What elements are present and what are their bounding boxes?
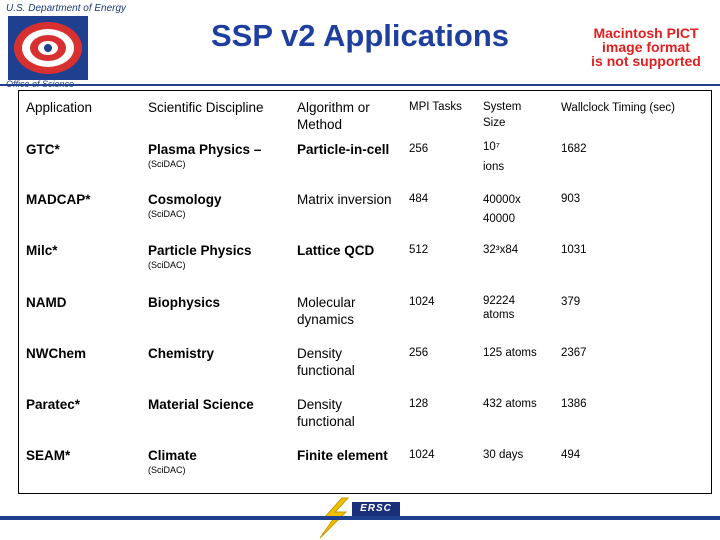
mpi-tasks: 256: [409, 347, 429, 359]
method: Density functional: [297, 346, 355, 378]
discipline: Cosmology: [148, 192, 222, 207]
discipline: Chemistry: [148, 346, 215, 361]
app-name: NAMD: [26, 295, 67, 310]
method: Density functional: [297, 397, 355, 429]
pict-placeholder: [580, 26, 712, 68]
app-name: GTC*: [26, 142, 60, 157]
mpi-tasks: 484: [409, 193, 429, 205]
scidac-note: (SciDAC): [148, 209, 186, 219]
nersc-logo-text: ERSC: [352, 502, 400, 516]
discipline: Biophysics: [148, 295, 221, 310]
header-application: Application: [26, 100, 93, 115]
method: Matrix inversion: [297, 192, 392, 207]
scidac-note: (SciDAC): [148, 260, 186, 270]
header-mpi: MPI Tasks: [409, 101, 462, 113]
wallclock: 1682: [561, 143, 587, 155]
wallclock: 1386: [561, 398, 587, 410]
header-rule: [0, 84, 720, 86]
app-name: MADCAP*: [26, 192, 91, 207]
system-size: 125 atoms: [483, 347, 537, 359]
footer-rule: [0, 516, 720, 520]
method: Particle-in-cell: [297, 142, 390, 157]
method: Lattice QCD: [297, 243, 375, 258]
scidac-note: (SciDAC): [148, 465, 186, 475]
method: Finite element: [297, 448, 388, 463]
system-size: 10⁷ ions: [483, 141, 505, 173]
app-name: SEAM*: [26, 448, 71, 463]
app-name: NWChem: [26, 346, 86, 361]
app-name: Paratec*: [26, 397, 81, 412]
system-size: 432 atoms: [483, 398, 537, 410]
pict-line-1: Macintosh PICT: [593, 25, 699, 41]
wallclock: 1031: [561, 244, 587, 256]
pict-line-3: is not supported: [591, 53, 701, 69]
agency-name: U.S. Department of Energy: [6, 3, 127, 14]
page-title: SSP v2 Applications: [210, 18, 510, 53]
mpi-tasks: 512: [409, 244, 429, 256]
system-size: 40000x 40000: [483, 194, 521, 225]
mpi-tasks: 128: [409, 398, 429, 410]
header-size: System Size: [483, 101, 522, 129]
header-discipline: Scientific Discipline: [148, 100, 264, 115]
app-name: Milc*: [26, 243, 58, 258]
system-size: 30 days: [483, 449, 524, 461]
wallclock: 903: [561, 193, 581, 205]
doe-logo-icon: [8, 16, 88, 80]
system-size: 92224 atoms: [483, 295, 515, 321]
header-method: Algorithm or Method: [297, 100, 370, 132]
mpi-tasks: 1024: [409, 296, 435, 308]
wallclock: 2367: [561, 347, 587, 359]
discipline: Material Science: [148, 397, 254, 412]
wallclock: 494: [561, 449, 581, 461]
applications-table: [18, 90, 712, 494]
mpi-tasks: 256: [409, 143, 429, 155]
scidac-note: (SciDAC): [148, 159, 186, 169]
wallclock: 379: [561, 296, 581, 308]
method: Molecular dynamics: [297, 295, 356, 327]
discipline: Climate: [148, 448, 197, 463]
header-timing: Wallclock Timing (sec): [561, 102, 675, 114]
discipline: Plasma Physics –: [148, 142, 262, 157]
mpi-tasks: 1024: [409, 449, 435, 461]
system-size: 32³x84: [483, 244, 519, 256]
discipline: Particle Physics: [148, 243, 252, 258]
pict-line-2: image format: [602, 39, 690, 55]
